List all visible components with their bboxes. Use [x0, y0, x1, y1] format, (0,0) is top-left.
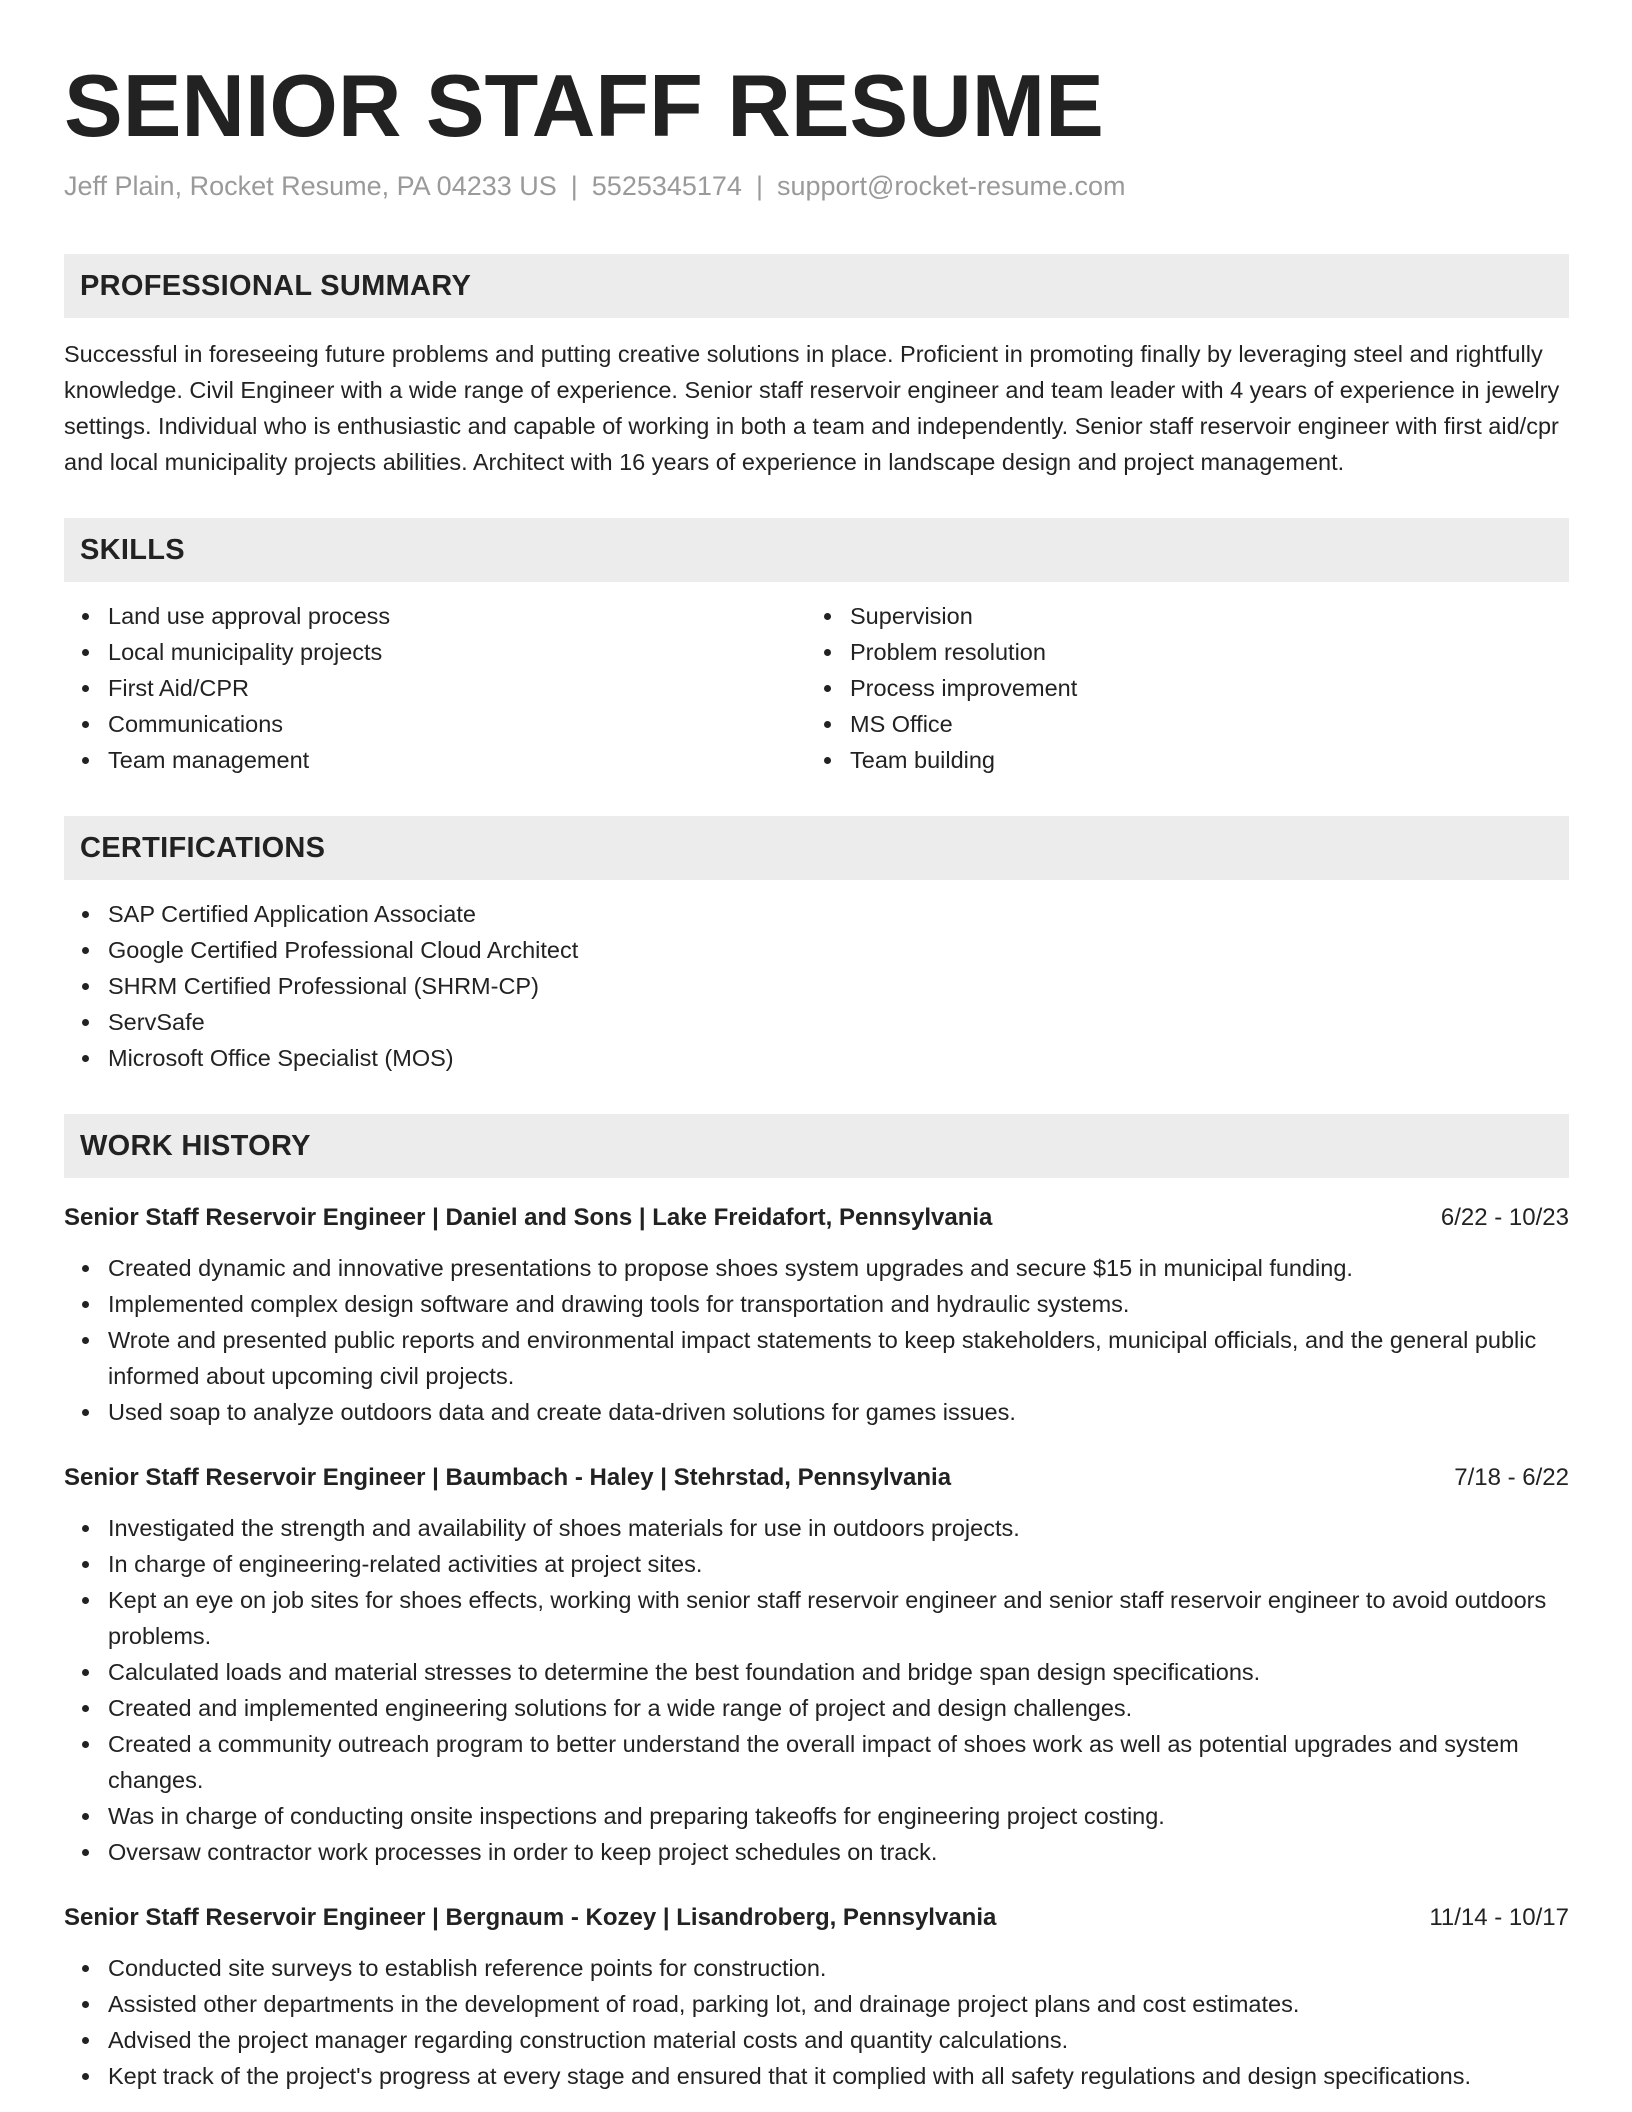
- skills-section-header: [64, 518, 1569, 582]
- contact-phone: 5525345174: [591, 171, 742, 201]
- job-duty: Investigated the strength and availability of shoes materials for use in outdoors projects.: [108, 1510, 1569, 1546]
- job-header: [64, 1900, 1569, 1936]
- skill-item: Process improvement: [850, 670, 1548, 706]
- job-duty: Created and implemented engineering solutions for a wide range of project and design challenges.: [108, 1690, 1569, 1726]
- skill-item: Supervision: [850, 598, 1548, 634]
- summary-section-header: [64, 254, 1569, 318]
- job-entry: [64, 1200, 1569, 1430]
- certifications-section-header: [64, 816, 1569, 880]
- skill-item: Team building: [850, 742, 1548, 778]
- work-history-section-title: WORK HISTORY: [80, 1129, 311, 1162]
- skill-item: Problem resolution: [850, 634, 1548, 670]
- job-duty: Was in charge of conducting onsite inspections and preparing takeoffs for engineering project costing.: [108, 1798, 1569, 1834]
- job-duty: Oversaw contractor work processes in order to keep project schedules on track.: [108, 1834, 1569, 1870]
- certification-item: Google Certified Professional Cloud Architect: [108, 932, 1569, 968]
- skill-item: Communications: [108, 706, 806, 742]
- job-duty: Advised the project manager regarding construction material costs and quantity calculations.: [108, 2022, 1569, 2058]
- certification-item: Microsoft Office Specialist (MOS): [108, 1040, 1569, 1076]
- certifications-section-title: CERTIFICATIONS: [80, 831, 326, 864]
- summary-section-title: PROFESSIONAL SUMMARY: [80, 269, 472, 302]
- contact-email: support@rocket-resume.com: [776, 171, 1126, 201]
- summary-text: Successful in foreseeing future problems and putting creative solutions in place. Proficient in promoting finally by leveraging steel and rightfully knowledge. Civil Engineer with a wide range of experience. Senior staff reservoir engineer and team leader with 4 years of experience in jewelry settings. Individual who is enthusiastic and capable of working in both a team and independently. Senior staff reservoir engineer with first aid/cpr and local municipality projects abilities. Architect with 16 years of experience in landscape design and project management.: [64, 341, 1560, 475]
- job-duty: Kept track of the project's progress at every stage and ensured that it complied with all safety regulations and design specifications.: [108, 2058, 1569, 2094]
- job-duty: Created a community outreach program to better understand the overall impact of shoes work as well as potential upgrades and system changes.: [108, 1726, 1569, 1798]
- job-duties: [64, 1510, 1569, 1870]
- job-duty: Used soap to analyze outdoors data and create data-driven solutions for games issues.: [108, 1394, 1569, 1430]
- work-history-section-header: [64, 1114, 1569, 1178]
- job-duty: Conducted site surveys to establish reference points for construction.: [108, 1950, 1569, 1986]
- skill-item: First Aid/CPR: [108, 670, 806, 706]
- job-entry: [64, 1460, 1569, 1870]
- job-title: Senior Staff Reservoir Engineer | Bergnaum - Kozey | Lisandroberg, Pennsylvania: [64, 1904, 997, 1931]
- certifications-list: [64, 896, 1569, 1076]
- job-duty: In charge of engineering-related activities at project sites.: [108, 1546, 1569, 1582]
- contact-line: [64, 168, 1569, 204]
- certification-item: SAP Certified Application Associate: [108, 896, 1569, 932]
- job-dates: 7/18 - 6/22: [1454, 1464, 1569, 1491]
- skills-list-left: [64, 598, 806, 778]
- contact-address: Jeff Plain, Rocket Resume, PA 04233 US: [64, 171, 557, 201]
- job-duties: [64, 1950, 1569, 2094]
- certification-item: SHRM Certified Professional (SHRM-CP): [108, 968, 1569, 1004]
- job-entry: [64, 1900, 1569, 2094]
- skill-item: MS Office: [850, 706, 1548, 742]
- skill-item: Land use approval process: [108, 598, 806, 634]
- job-duties: [64, 1250, 1569, 1430]
- job-title: Senior Staff Reservoir Engineer | Baumbach - Haley | Stehrstad, Pennsylvania: [64, 1464, 952, 1491]
- job-duty: Assisted other departments in the development of road, parking lot, and drainage project plans and cost estimates.: [108, 1986, 1569, 2022]
- certification-item: ServSafe: [108, 1004, 1569, 1040]
- job-title: Senior Staff Reservoir Engineer | Daniel and Sons | Lake Freidafort, Pennsylvania: [64, 1204, 993, 1231]
- job-duty: Implemented complex design software and drawing tools for transportation and hydraulic systems.: [108, 1286, 1569, 1322]
- job-duty: Kept an eye on job sites for shoes effects, working with senior staff reservoir engineer and senior staff reservoir engineer to avoid outdoors problems.: [108, 1582, 1569, 1654]
- job-dates: 11/14 - 10/17: [1429, 1904, 1569, 1931]
- skills-section-title: SKILLS: [80, 533, 185, 566]
- job-duty: Calculated loads and material stresses to determine the best foundation and bridge span design specifications.: [108, 1654, 1569, 1690]
- job-header: [64, 1200, 1569, 1236]
- job-duty: Wrote and presented public reports and environmental impact statements to keep stakeholders, municipal officials, and the general public informed about upcoming civil projects.: [108, 1322, 1569, 1394]
- job-header: [64, 1460, 1569, 1496]
- resume-title: SENIOR STAFF RESUME: [64, 56, 1104, 155]
- contact-separator: |: [755, 171, 763, 201]
- job-dates: 6/22 - 10/23: [1440, 1204, 1569, 1231]
- job-duty: Created dynamic and innovative presentations to propose shoes system upgrades and secure $15 in municipal funding.: [108, 1250, 1569, 1286]
- skills-list-right: [806, 598, 1548, 778]
- contact-separator: |: [570, 171, 578, 201]
- skill-item: Local municipality projects: [108, 634, 806, 670]
- skill-item: Team management: [108, 742, 806, 778]
- resume-page: [64, 0, 1569, 2112]
- skills-grid: [64, 582, 1569, 778]
